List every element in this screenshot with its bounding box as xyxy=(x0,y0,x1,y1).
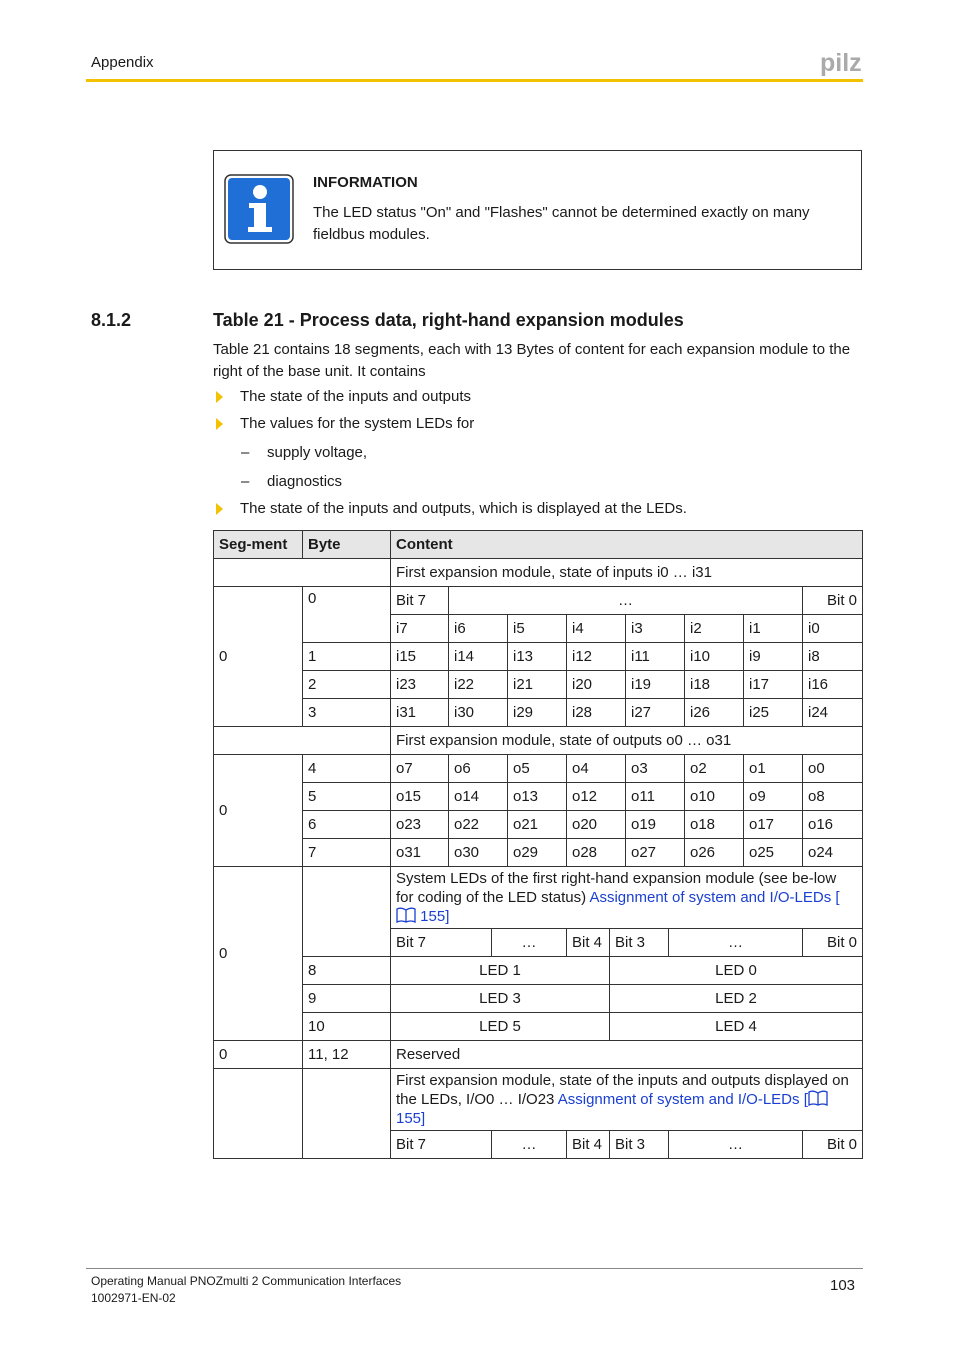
header-rule xyxy=(86,79,863,82)
footer-rule xyxy=(86,1268,863,1269)
bit-cell: i30 xyxy=(449,699,508,727)
bit-cell: i29 xyxy=(508,699,567,727)
bit-cell: i21 xyxy=(508,671,567,699)
bit-cell: o0 xyxy=(803,755,863,783)
process-data-table xyxy=(213,530,863,1159)
inputs-title: First expansion module, state of inputs i0 … i31 xyxy=(391,559,863,587)
bit-cell: o24 xyxy=(803,839,863,867)
segment-cell: 0 xyxy=(214,1041,303,1069)
byte-cell: 11, 12 xyxy=(303,1041,391,1069)
bit-cell: o16 xyxy=(803,811,863,839)
bullet-arrow-icon xyxy=(216,418,224,430)
bit-cell: o8 xyxy=(803,783,863,811)
bit-cell: o7 xyxy=(391,755,449,783)
info-icon xyxy=(224,174,294,249)
bit-cell: i26 xyxy=(685,699,744,727)
empty-cell xyxy=(214,559,391,587)
byte-cell: 7 xyxy=(303,839,391,867)
bit-cell: i9 xyxy=(744,643,803,671)
segment-cell: 0 xyxy=(214,755,303,867)
byte-cell: 9 xyxy=(303,985,391,1013)
bullet-item: The state of the inputs and outputs, which is displayed at the LEDs. xyxy=(240,500,687,517)
table-row xyxy=(214,559,863,587)
bit-cell: o18 xyxy=(685,811,744,839)
table-row xyxy=(214,985,863,1013)
bit-cell: i25 xyxy=(744,699,803,727)
segment-cell: 0 xyxy=(214,867,303,1041)
bit-label: Bit 0 xyxy=(803,929,863,957)
info-text: The LED status "On" and "Flashes" cannot be determined exactly on many fieldbus modules. xyxy=(313,204,810,243)
empty-cell xyxy=(214,727,391,755)
header-segment: Seg-ment xyxy=(214,531,303,559)
bit-cell: i2 xyxy=(685,615,744,643)
empty-cell xyxy=(303,867,391,957)
table-row xyxy=(214,643,863,671)
sysled-ref-page[interactable]: 155] xyxy=(416,908,450,925)
bit-cell: i18 xyxy=(685,671,744,699)
bit-label: Bit 0 xyxy=(803,1131,863,1159)
bit-cell: i24 xyxy=(803,699,863,727)
sub-item xyxy=(241,473,342,490)
bit-cell: i28 xyxy=(567,699,626,727)
byte-cell: 1 xyxy=(303,643,391,671)
page-number: 103 xyxy=(830,1277,856,1294)
bit-cell: i0 xyxy=(803,615,863,643)
bit-cell: o3 xyxy=(626,755,685,783)
table-row xyxy=(214,1013,863,1041)
sub-item-text: diagnostics xyxy=(267,473,343,490)
table-row xyxy=(214,699,863,727)
led-cell: LED 5 xyxy=(391,1013,610,1041)
led-cell: LED 4 xyxy=(610,1013,863,1041)
bit-cell: i5 xyxy=(508,615,567,643)
bit-ellipsis: … xyxy=(449,587,803,615)
bit-cell: o5 xyxy=(508,755,567,783)
information-box xyxy=(213,150,862,270)
led-cell: LED 1 xyxy=(391,957,610,985)
io-description xyxy=(391,1069,863,1131)
header-content: Content xyxy=(391,531,863,559)
section-title: Table 21 - Process data, right-hand expansion modules xyxy=(213,310,684,330)
dash-marker: – xyxy=(241,444,250,461)
bit-cell: i31 xyxy=(391,699,449,727)
bit-cell: o10 xyxy=(685,783,744,811)
bit-cell: o2 xyxy=(685,755,744,783)
bit-label: Bit 3 xyxy=(610,929,669,957)
bit-cell: o30 xyxy=(449,839,508,867)
reserved-cell: Reserved xyxy=(391,1041,863,1069)
bit-ellipsis: … xyxy=(492,929,567,957)
io-ref-page[interactable]: 155] xyxy=(396,1110,426,1127)
intro-paragraph: Table 21 contains 18 segments, each with 13 Bytes of content for each expansion module to the right of the base unit. It contains xyxy=(213,341,851,380)
bit-cell: i15 xyxy=(391,643,449,671)
table-row xyxy=(214,1069,863,1131)
bullet-arrow-icon xyxy=(216,503,224,515)
bit-cell: i14 xyxy=(449,643,508,671)
bit-cell: i17 xyxy=(744,671,803,699)
sub-item xyxy=(241,444,367,461)
table-row xyxy=(214,783,863,811)
byte-cell: 5 xyxy=(303,783,391,811)
bit-cell: o15 xyxy=(391,783,449,811)
segment-cell: 0 xyxy=(214,587,303,727)
sysled-ref-open: [ xyxy=(831,889,840,906)
table-row xyxy=(214,957,863,985)
bullet-item: The state of the inputs and outputs xyxy=(240,388,471,405)
bit-cell: i27 xyxy=(626,699,685,727)
header-section-label: Appendix xyxy=(91,54,154,71)
table-row xyxy=(214,755,863,783)
bit-cell: i23 xyxy=(391,671,449,699)
table-row xyxy=(214,1041,863,1069)
led-cell: LED 3 xyxy=(391,985,610,1013)
bit-cell: o28 xyxy=(567,839,626,867)
byte-cell: 4 xyxy=(303,755,391,783)
document-number: 1002971-EN-02 xyxy=(91,1291,176,1305)
byte-cell: 3 xyxy=(303,699,391,727)
sysled-text: System LEDs of the first right-hand expansion module (see be-low for coding of the LED status) xyxy=(396,870,837,906)
bullet-arrow-icon xyxy=(216,391,224,403)
bit-cell: i1 xyxy=(744,615,803,643)
bit-cell: i12 xyxy=(567,643,626,671)
bit-label: Bit 4 xyxy=(567,1131,610,1159)
table-row xyxy=(214,839,863,867)
book-icon xyxy=(396,907,416,923)
header-byte: Byte xyxy=(303,531,391,559)
bit-cell: o17 xyxy=(744,811,803,839)
bit-cell: i22 xyxy=(449,671,508,699)
bit-label: Bit 7 xyxy=(391,929,492,957)
bit-cell: o9 xyxy=(744,783,803,811)
io-ref-open: [ xyxy=(803,1091,808,1108)
bit-cell: o13 xyxy=(508,783,567,811)
table-row xyxy=(214,671,863,699)
bit-label: Bit 7 xyxy=(391,1131,492,1159)
bit-cell: i16 xyxy=(803,671,863,699)
bit-label: Bit 0 xyxy=(803,587,863,615)
bit-cell: o20 xyxy=(567,811,626,839)
byte-cell: 6 xyxy=(303,811,391,839)
led-cell: LED 2 xyxy=(610,985,863,1013)
bit-cell: i7 xyxy=(391,615,449,643)
byte-cell: 0 xyxy=(303,587,391,643)
dash-marker: – xyxy=(241,473,250,490)
led-cell: LED 0 xyxy=(610,957,863,985)
bit-cell: i19 xyxy=(626,671,685,699)
table-row xyxy=(214,727,863,755)
bit-cell: i6 xyxy=(449,615,508,643)
bit-cell: i8 xyxy=(803,643,863,671)
footer-info xyxy=(91,1273,401,1307)
bit-cell: i4 xyxy=(567,615,626,643)
info-title: INFORMATION xyxy=(313,174,418,191)
bit-cell: o6 xyxy=(449,755,508,783)
bit-cell: o14 xyxy=(449,783,508,811)
sysled-link[interactable]: Assignment of system and I/O-LEDs xyxy=(589,889,832,906)
bit-cell: o22 xyxy=(449,811,508,839)
table-row xyxy=(214,811,863,839)
bit-cell: o31 xyxy=(391,839,449,867)
outputs-title: First expansion module, state of outputs o0 … o31 xyxy=(391,727,863,755)
bit-cell: i13 xyxy=(508,643,567,671)
bit-cell: i10 xyxy=(685,643,744,671)
bit-cell: o25 xyxy=(744,839,803,867)
pilz-logo xyxy=(820,50,864,81)
bit-cell: o11 xyxy=(626,783,685,811)
bit-cell: i20 xyxy=(567,671,626,699)
bit-cell: o1 xyxy=(744,755,803,783)
book-icon xyxy=(808,1090,828,1106)
empty-cell xyxy=(214,1069,303,1159)
bit-cell: o29 xyxy=(508,839,567,867)
bit-ellipsis: … xyxy=(669,1131,803,1159)
table-row xyxy=(214,867,863,929)
bit-cell: i3 xyxy=(626,615,685,643)
table-row xyxy=(214,587,863,615)
bit-label: Bit 3 xyxy=(610,1131,669,1159)
byte-cell: 2 xyxy=(303,671,391,699)
logo-text: pilz xyxy=(820,50,862,76)
byte-cell: 8 xyxy=(303,957,391,985)
bullet-item: The values for the system LEDs for xyxy=(240,415,475,432)
sub-item-text: supply voltage, xyxy=(267,444,368,461)
manual-title: Operating Manual PNOZmulti 2 Communication Interfaces xyxy=(91,1274,402,1288)
bit-label: Bit 4 xyxy=(567,929,610,957)
bit-cell: o21 xyxy=(508,811,567,839)
bit-cell: o27 xyxy=(626,839,685,867)
io-text: First expansion module, state of the inputs and outputs displayed on the LEDs, I/O0 … I/O23 xyxy=(396,1072,849,1108)
bit-ellipsis: … xyxy=(669,929,803,957)
sysled-description xyxy=(391,867,863,929)
io-link[interactable]: Assignment of system and I/O-LEDs xyxy=(557,1091,800,1108)
section-number: 8.1.2 xyxy=(91,310,132,330)
empty-cell xyxy=(303,1069,391,1159)
bit-cell: i11 xyxy=(626,643,685,671)
bit-label: Bit 7 xyxy=(391,587,449,615)
bit-ellipsis: … xyxy=(492,1131,567,1159)
bit-cell: o4 xyxy=(567,755,626,783)
table-header-row xyxy=(214,531,863,559)
bit-cell: o23 xyxy=(391,811,449,839)
bit-cell: o26 xyxy=(685,839,744,867)
bit-cell: o19 xyxy=(626,811,685,839)
byte-cell: 10 xyxy=(303,1013,391,1041)
bit-cell: o12 xyxy=(567,783,626,811)
